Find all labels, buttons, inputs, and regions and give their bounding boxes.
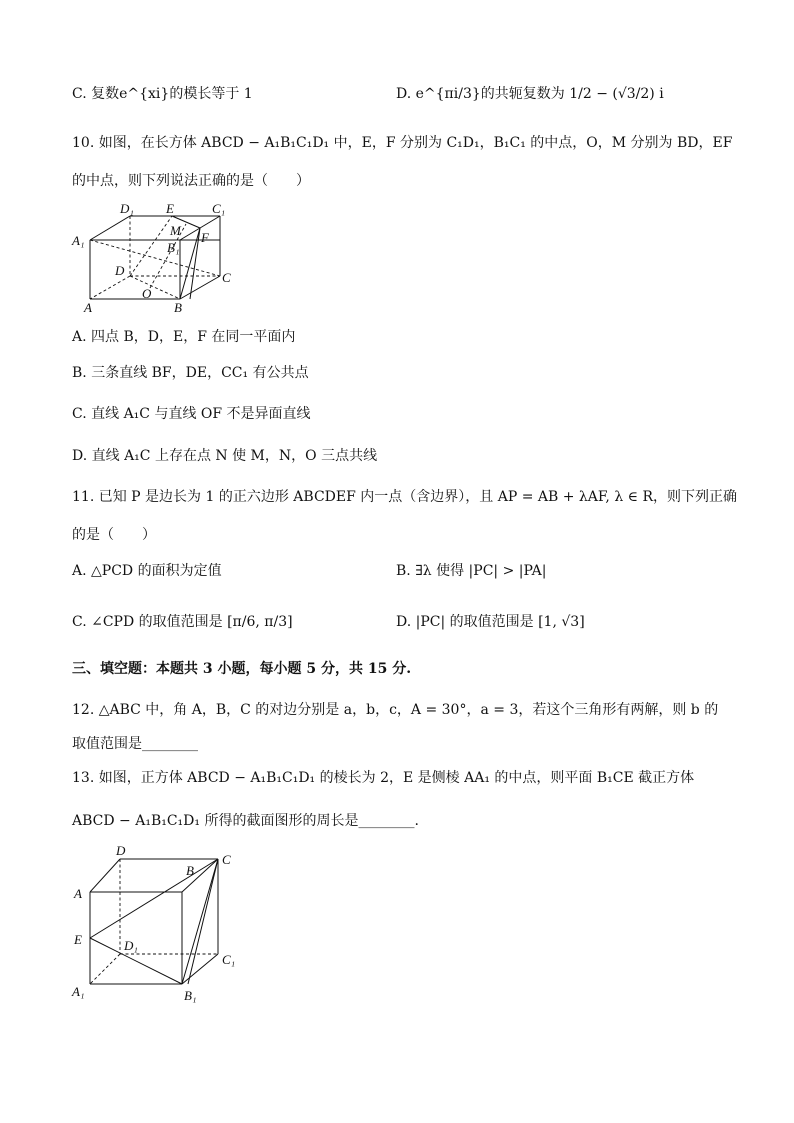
section-3-heading: 三、填空题：本题共 3 小题，每小题 5 分，共 15 分. bbox=[72, 661, 412, 677]
q13-label-c: C bbox=[222, 852, 231, 867]
q13-label-a1: A₁ bbox=[72, 984, 85, 999]
q10-option-b: B. 三条直线 BF，DE，CC₁ 有公共点 bbox=[72, 365, 309, 381]
q10-stem-line1: 10. 如图，在长方体 ABCD − A₁B₁C₁D₁ 中，E，F 分别为 C₁D₁，B₁C₁ 的中点，O，M 分别为 BD，EF bbox=[72, 135, 733, 151]
q11-option-c: C. ∠CPD 的取值范围是 [π/6, π/3] bbox=[72, 614, 293, 630]
q13-cube-figure bbox=[66, 842, 246, 1012]
q12-stem-line2: 取值范围是________ bbox=[72, 736, 198, 752]
q10-label-f: F bbox=[201, 230, 209, 245]
q13-label-b1: B₁ bbox=[184, 988, 197, 1003]
q11-stem-line1: 11. 已知 P 是边长为 1 的正六边形 ABCDEF 内一点（含边界），且 AP = AB + λAF, λ ∈ R，则下列正确 bbox=[72, 489, 738, 505]
q11-option-b: B. ∃λ 使得 |PC| > |PA| bbox=[396, 563, 547, 579]
q10-label-m: M bbox=[170, 223, 181, 238]
q10-label-o: O bbox=[142, 286, 152, 301]
q9-option-d: D. e^{πi/3}的共轭复数为 1/2 − (√3/2) i bbox=[396, 86, 664, 102]
q13-stem-line1: 13. 如图，正方体 ABCD − A₁B₁C₁D₁ 的棱长为 2，E 是侧棱 AA₁ 的中点，则平面 B₁CE 截正方体 bbox=[72, 770, 695, 786]
q13-label-d1: D₁ bbox=[124, 938, 138, 953]
q10-label-d: D bbox=[115, 263, 125, 278]
q9-option-c: C. 复数e^{xi}的模长等于 1 bbox=[72, 86, 253, 102]
q10-stem-line2: 的中点，则下列说法正确的是（ ） bbox=[72, 173, 310, 189]
q13-label-b: B bbox=[186, 863, 194, 878]
q13-label-a: A bbox=[74, 886, 82, 901]
q13-stem-line2: ABCD − A₁B₁C₁D₁ 所得的截面图形的周长是________. bbox=[72, 813, 419, 829]
q13-label-c1: C₁ bbox=[222, 952, 236, 967]
q10-label-a1: A₁ bbox=[72, 233, 85, 248]
q10-label-d1: D₁ bbox=[120, 202, 134, 216]
q10-cuboid-figure bbox=[66, 202, 236, 314]
q10-option-a: A. 四点 B，D，E，F 在同一平面内 bbox=[72, 329, 296, 345]
q10-label-b1: B₁ bbox=[167, 240, 180, 255]
q10-label-c1: C₁ bbox=[212, 202, 226, 216]
q13-label-e: E bbox=[74, 932, 82, 947]
q10-label-a: A bbox=[84, 300, 92, 314]
q10-label-c: C bbox=[222, 270, 231, 285]
q12-stem-line1: 12. △ABC 中，角 A，B，C 的对边分别是 a，b，c，A = 30°，a = 3，若这个三角形有两解，则 b 的 bbox=[72, 702, 719, 718]
q13-label-d: D bbox=[116, 843, 126, 858]
q10-option-d: D. 直线 A₁C 上存在点 N 使 M，N，O 三点共线 bbox=[72, 448, 378, 464]
q11-stem-line2: 的是（ ） bbox=[72, 527, 156, 543]
q10-option-c: C. 直线 A₁C 与直线 OF 不是异面直线 bbox=[72, 406, 311, 422]
q10-label-b: B bbox=[174, 300, 182, 314]
q11-option-a: A. △PCD 的面积为定值 bbox=[72, 563, 222, 579]
q10-label-e: E bbox=[166, 202, 174, 216]
q11-option-d: D. |PC| 的取值范围是 [1, √3] bbox=[396, 614, 585, 630]
